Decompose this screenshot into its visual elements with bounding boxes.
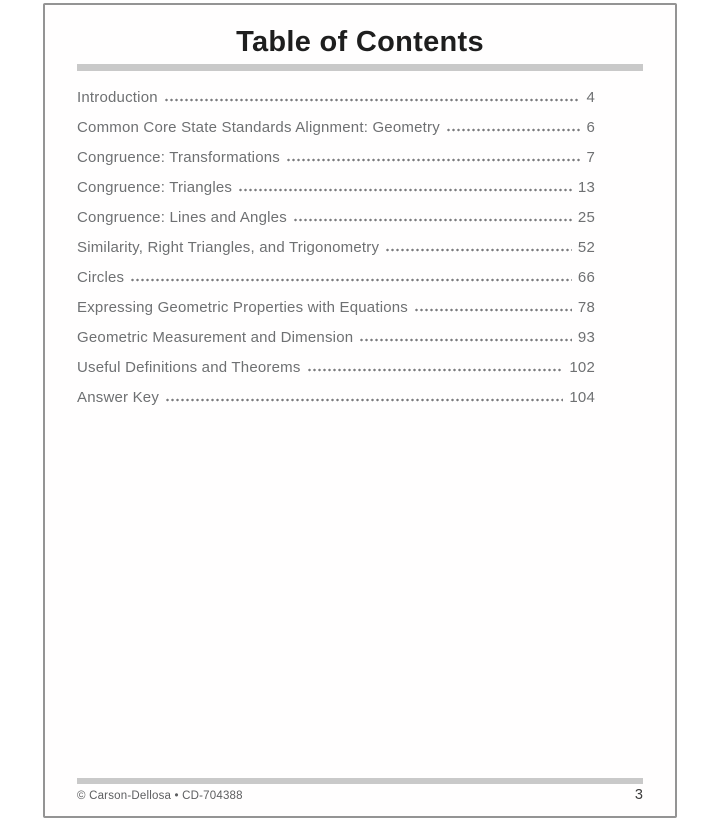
dot-leader (130, 278, 572, 282)
dot-leader (286, 158, 580, 162)
toc-entry (77, 113, 595, 143)
toc-entry-page: 104 (569, 389, 595, 406)
toc-entry (77, 263, 595, 293)
toc-entry-page: 52 (577, 239, 595, 256)
toc-entry (77, 233, 595, 263)
copyright-credit: © Carson-Dellosa • CD-704388 (77, 790, 243, 802)
toc-entry (77, 143, 595, 173)
toc-entry-page: 7 (586, 149, 595, 166)
toc-entry-label: Congruence: Triangles (77, 179, 233, 196)
toc-entry-label: Congruence: Transformations (77, 149, 281, 166)
book-page (43, 3, 677, 818)
toc-entry (77, 83, 595, 113)
toc-entry-page: 66 (577, 269, 595, 286)
toc-entry-label: Useful Definitions and Theorems (77, 359, 301, 376)
footer (77, 787, 643, 805)
dot-leader (238, 188, 572, 192)
dot-leader (385, 248, 572, 252)
toc-entry-page: 102 (569, 359, 595, 376)
toc-entry-label: Similarity, Right Triangles, and Trigonometry (77, 239, 380, 256)
toc-entry-label: Geometric Measurement and Dimension (77, 329, 354, 346)
page-title: Table of Contents (236, 26, 484, 58)
dot-leader (164, 98, 581, 102)
dot-leader (359, 338, 572, 342)
toc-entry (77, 203, 595, 233)
page-number: 3 (634, 787, 643, 803)
dot-leader (293, 218, 572, 222)
toc-entry-label: Answer Key (77, 389, 160, 406)
toc-entry-label: Congruence: Lines and Angles (77, 209, 287, 226)
toc-entry (77, 323, 595, 353)
toc-entry-page: 78 (577, 299, 595, 316)
toc-entry-page: 4 (586, 89, 595, 106)
dot-leader (446, 128, 581, 132)
dot-leader (414, 308, 572, 312)
dot-leader (165, 398, 563, 402)
toc-entry (77, 173, 595, 203)
footer-rule (77, 778, 643, 784)
toc-entry-page: 13 (577, 179, 595, 196)
toc-entry-page: 25 (577, 209, 595, 226)
toc-entry-label: Common Core State Standards Alignment: Geometry (77, 119, 440, 136)
table-of-contents (77, 83, 595, 413)
toc-entry (77, 353, 595, 383)
toc-entry-label: Introduction (77, 89, 158, 106)
toc-entry (77, 293, 595, 323)
toc-entry-page: 6 (586, 119, 595, 136)
toc-entry-page: 93 (577, 329, 595, 346)
toc-entry (77, 383, 595, 413)
dot-leader (307, 368, 564, 372)
toc-entry-label: Expressing Geometric Properties with Equations (77, 299, 409, 316)
title-rule (77, 64, 643, 71)
toc-entry-label: Circles (77, 269, 125, 286)
